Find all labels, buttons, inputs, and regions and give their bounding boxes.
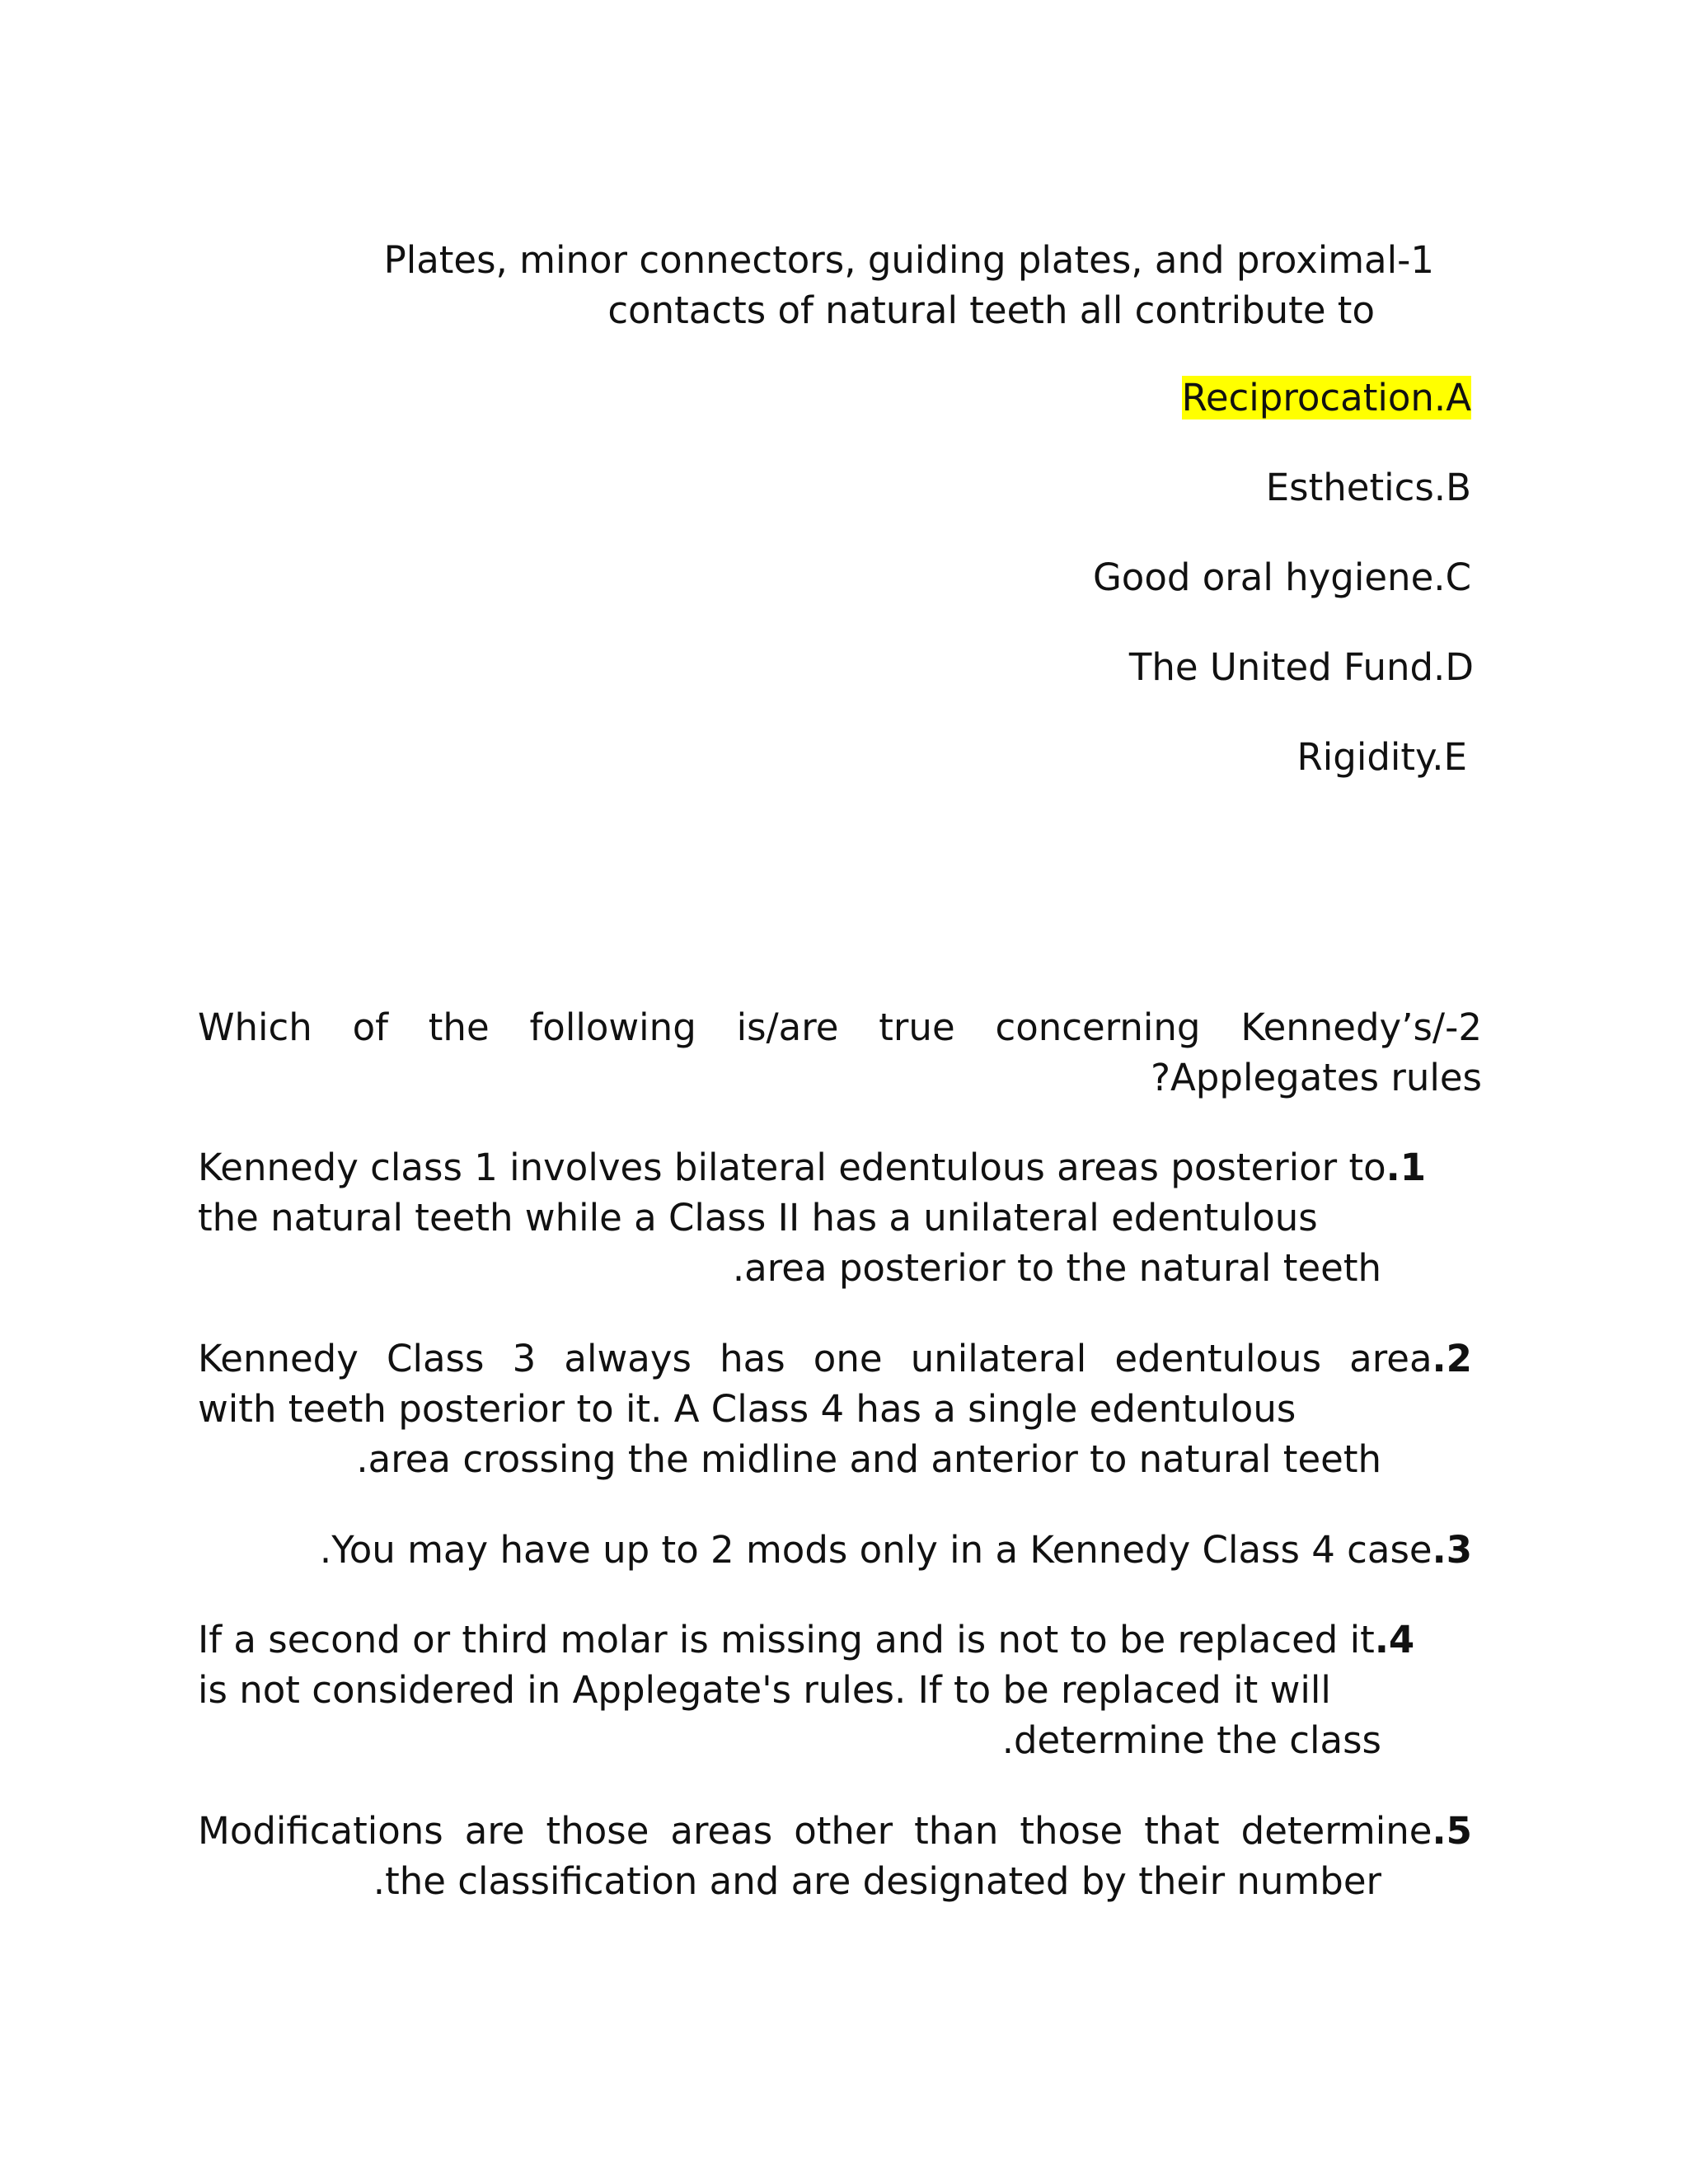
question-1-line-1: Plates, minor connectors, guiding plates, and proximal-1 — [383, 238, 1434, 282]
q2-word: Which — [198, 1005, 312, 1049]
question-2-line-1 — [198, 1002, 1482, 1053]
item-2-line-1: Kennedy Class 3 always has one unilateral edentulous area.2 — [198, 1337, 1472, 1380]
item-5-line-2: .the classification and are designated by their number — [373, 1859, 1381, 1903]
question-2-line-2: ?Applegates rules — [1151, 1056, 1482, 1099]
q2-word: following — [529, 1005, 696, 1049]
highlighted-answer: Reciprocation.A — [1181, 376, 1471, 419]
item-5-number: .5 — [1432, 1809, 1472, 1853]
option-c: Good oral hygiene.C — [1092, 555, 1471, 599]
q2-word: the — [428, 1005, 490, 1049]
q2-word: Kennedy’s/-2 — [1240, 1005, 1482, 1049]
item-4-number: .4 — [1374, 1618, 1415, 1661]
item-1-line-1: Kennedy class 1 involves bilateral edentulous areas posterior to.1 — [198, 1146, 1427, 1189]
item-2-line-2: with teeth posterior to it. A Class 4 has a single edentulous — [198, 1387, 1296, 1431]
item-1-line-2: the natural teeth while a Class II has a unilateral edentulous — [198, 1196, 1318, 1240]
option-b: Esthetics.B — [1265, 466, 1471, 509]
item-4-line-2: is not considered in Applegate's rules. If to be replaced it will — [198, 1668, 1331, 1712]
option-a — [1182, 373, 1471, 424]
item-4-line-3: .determine the class — [1001, 1718, 1381, 1762]
item-1-number: .1 — [1386, 1146, 1427, 1189]
q2-word: is/are — [736, 1005, 839, 1049]
item-5-line-1: Modifications are those areas other than those that determine.5 — [198, 1809, 1472, 1853]
option-e: Rigidity.E — [1296, 735, 1467, 779]
q2-word: true — [879, 1005, 955, 1049]
q2-word: concerning — [995, 1005, 1201, 1049]
item-3-line-1: .You may have up to 2 mods only in a Kennedy Class 4 case.3 — [319, 1528, 1472, 1572]
item-4-line-1: If a second or third molar is missing and is not to be replaced it.4 — [198, 1618, 1415, 1661]
item-2-line-3: .area crossing the midline and anterior to natural teeth — [356, 1437, 1381, 1481]
q2-word: of — [352, 1005, 388, 1049]
item-1-line-3: .area posterior to the natural teeth — [732, 1246, 1381, 1290]
question-1-line-2: contacts of natural teeth all contribute to — [607, 288, 1375, 332]
item-2-number: .2 — [1432, 1337, 1472, 1380]
option-d: The United Fund.D — [1128, 645, 1474, 689]
item-3-number: .3 — [1432, 1528, 1472, 1572]
